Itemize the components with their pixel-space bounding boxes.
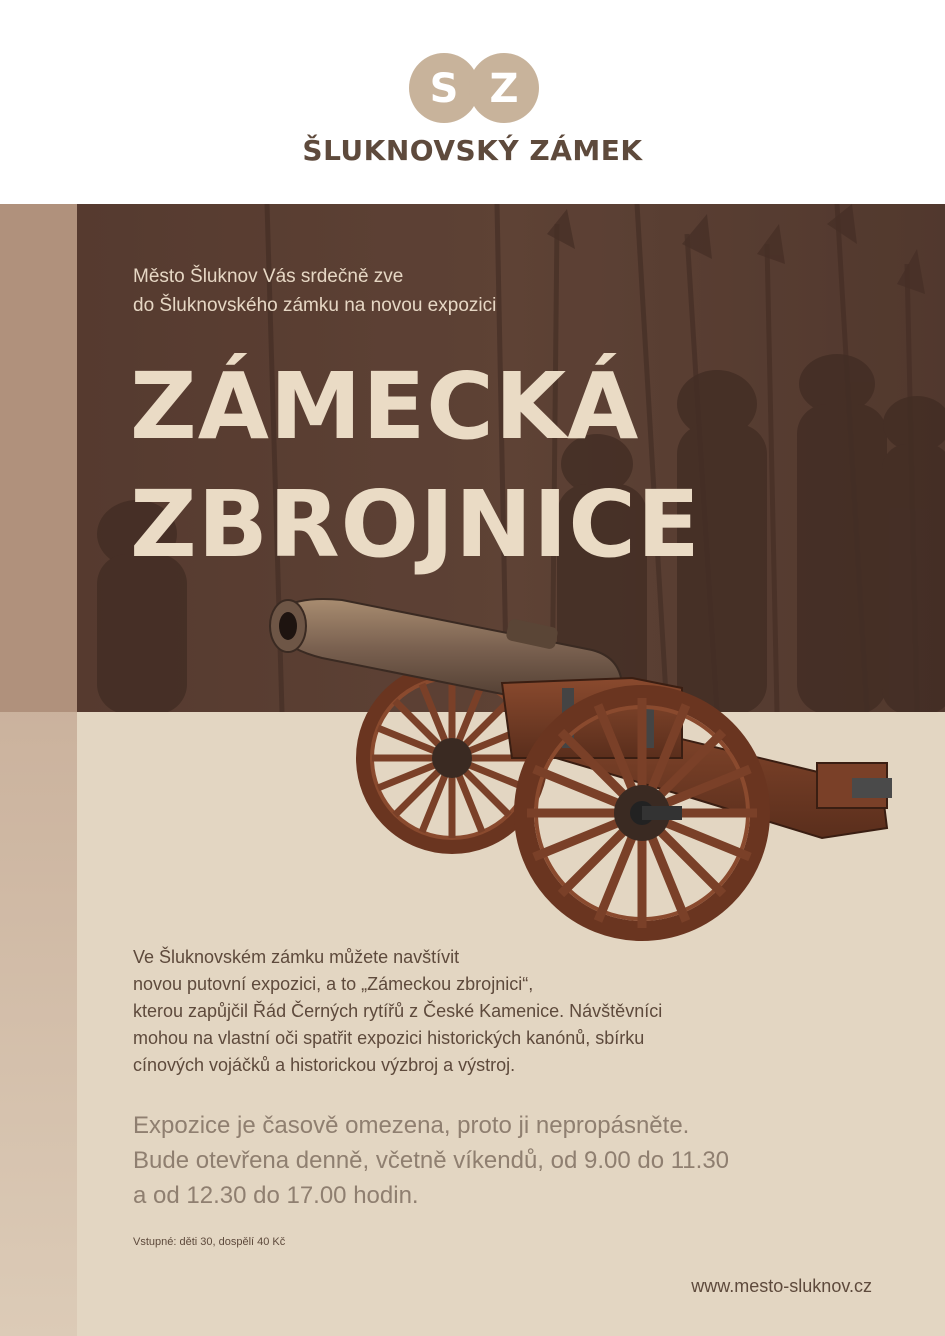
admission-price: Vstupné: děti 30, dospělí 40 Kč (133, 1236, 286, 1248)
opening-hours-notice (133, 1108, 853, 1213)
logo-letter-s: S (429, 66, 459, 112)
brand-name: ŠLUKNOVSKÝ ZÁMEK (302, 134, 643, 167)
notice-line: a od 12.30 do 17.00 hodin. (133, 1182, 419, 1209)
description-line: kterou zapůjčil Řád Černých rytířů z České Kamenice. Návštěvníci (133, 1001, 663, 1021)
title-line: ZBROJNICE (130, 471, 701, 578)
intro-text (133, 262, 633, 320)
website-link[interactable]: www.mesto-sluknov.cz (691, 1276, 872, 1296)
title-line: ZÁMECKÁ (130, 353, 640, 460)
notice-line: Expozice je časově omezena, proto ji nepropásněte. (133, 1112, 690, 1139)
description-line: Ve Šluknovském zámku můžete navštívit (133, 947, 460, 967)
description-text (133, 944, 773, 1079)
intro-line: Město Šluknov Vás srdečně zve (133, 266, 404, 287)
description-line: novou putovní expozici, a to „Zámeckou zbrojnici“, (133, 974, 534, 994)
description-line: mohou na vlastní oči spatřit expozici historických kanónů, sbírku (133, 1028, 645, 1048)
header (0, 0, 945, 204)
notice-line: Bude otevřena denně, včetně víkendů, od 9.00 do 11.30 (133, 1147, 730, 1174)
cannon-image (262, 588, 902, 960)
front-wheel (524, 695, 760, 931)
intro-line: do Šluknovského zámku na novou expozici (133, 295, 497, 316)
sz-logo-icon (408, 52, 540, 124)
exhibition-title (130, 348, 701, 584)
left-decor-strip-top (0, 204, 77, 712)
logo-letter-z: Z (489, 66, 519, 112)
description-line: cínových vojáčků a historickou výzbroj a výstroj. (133, 1055, 516, 1075)
